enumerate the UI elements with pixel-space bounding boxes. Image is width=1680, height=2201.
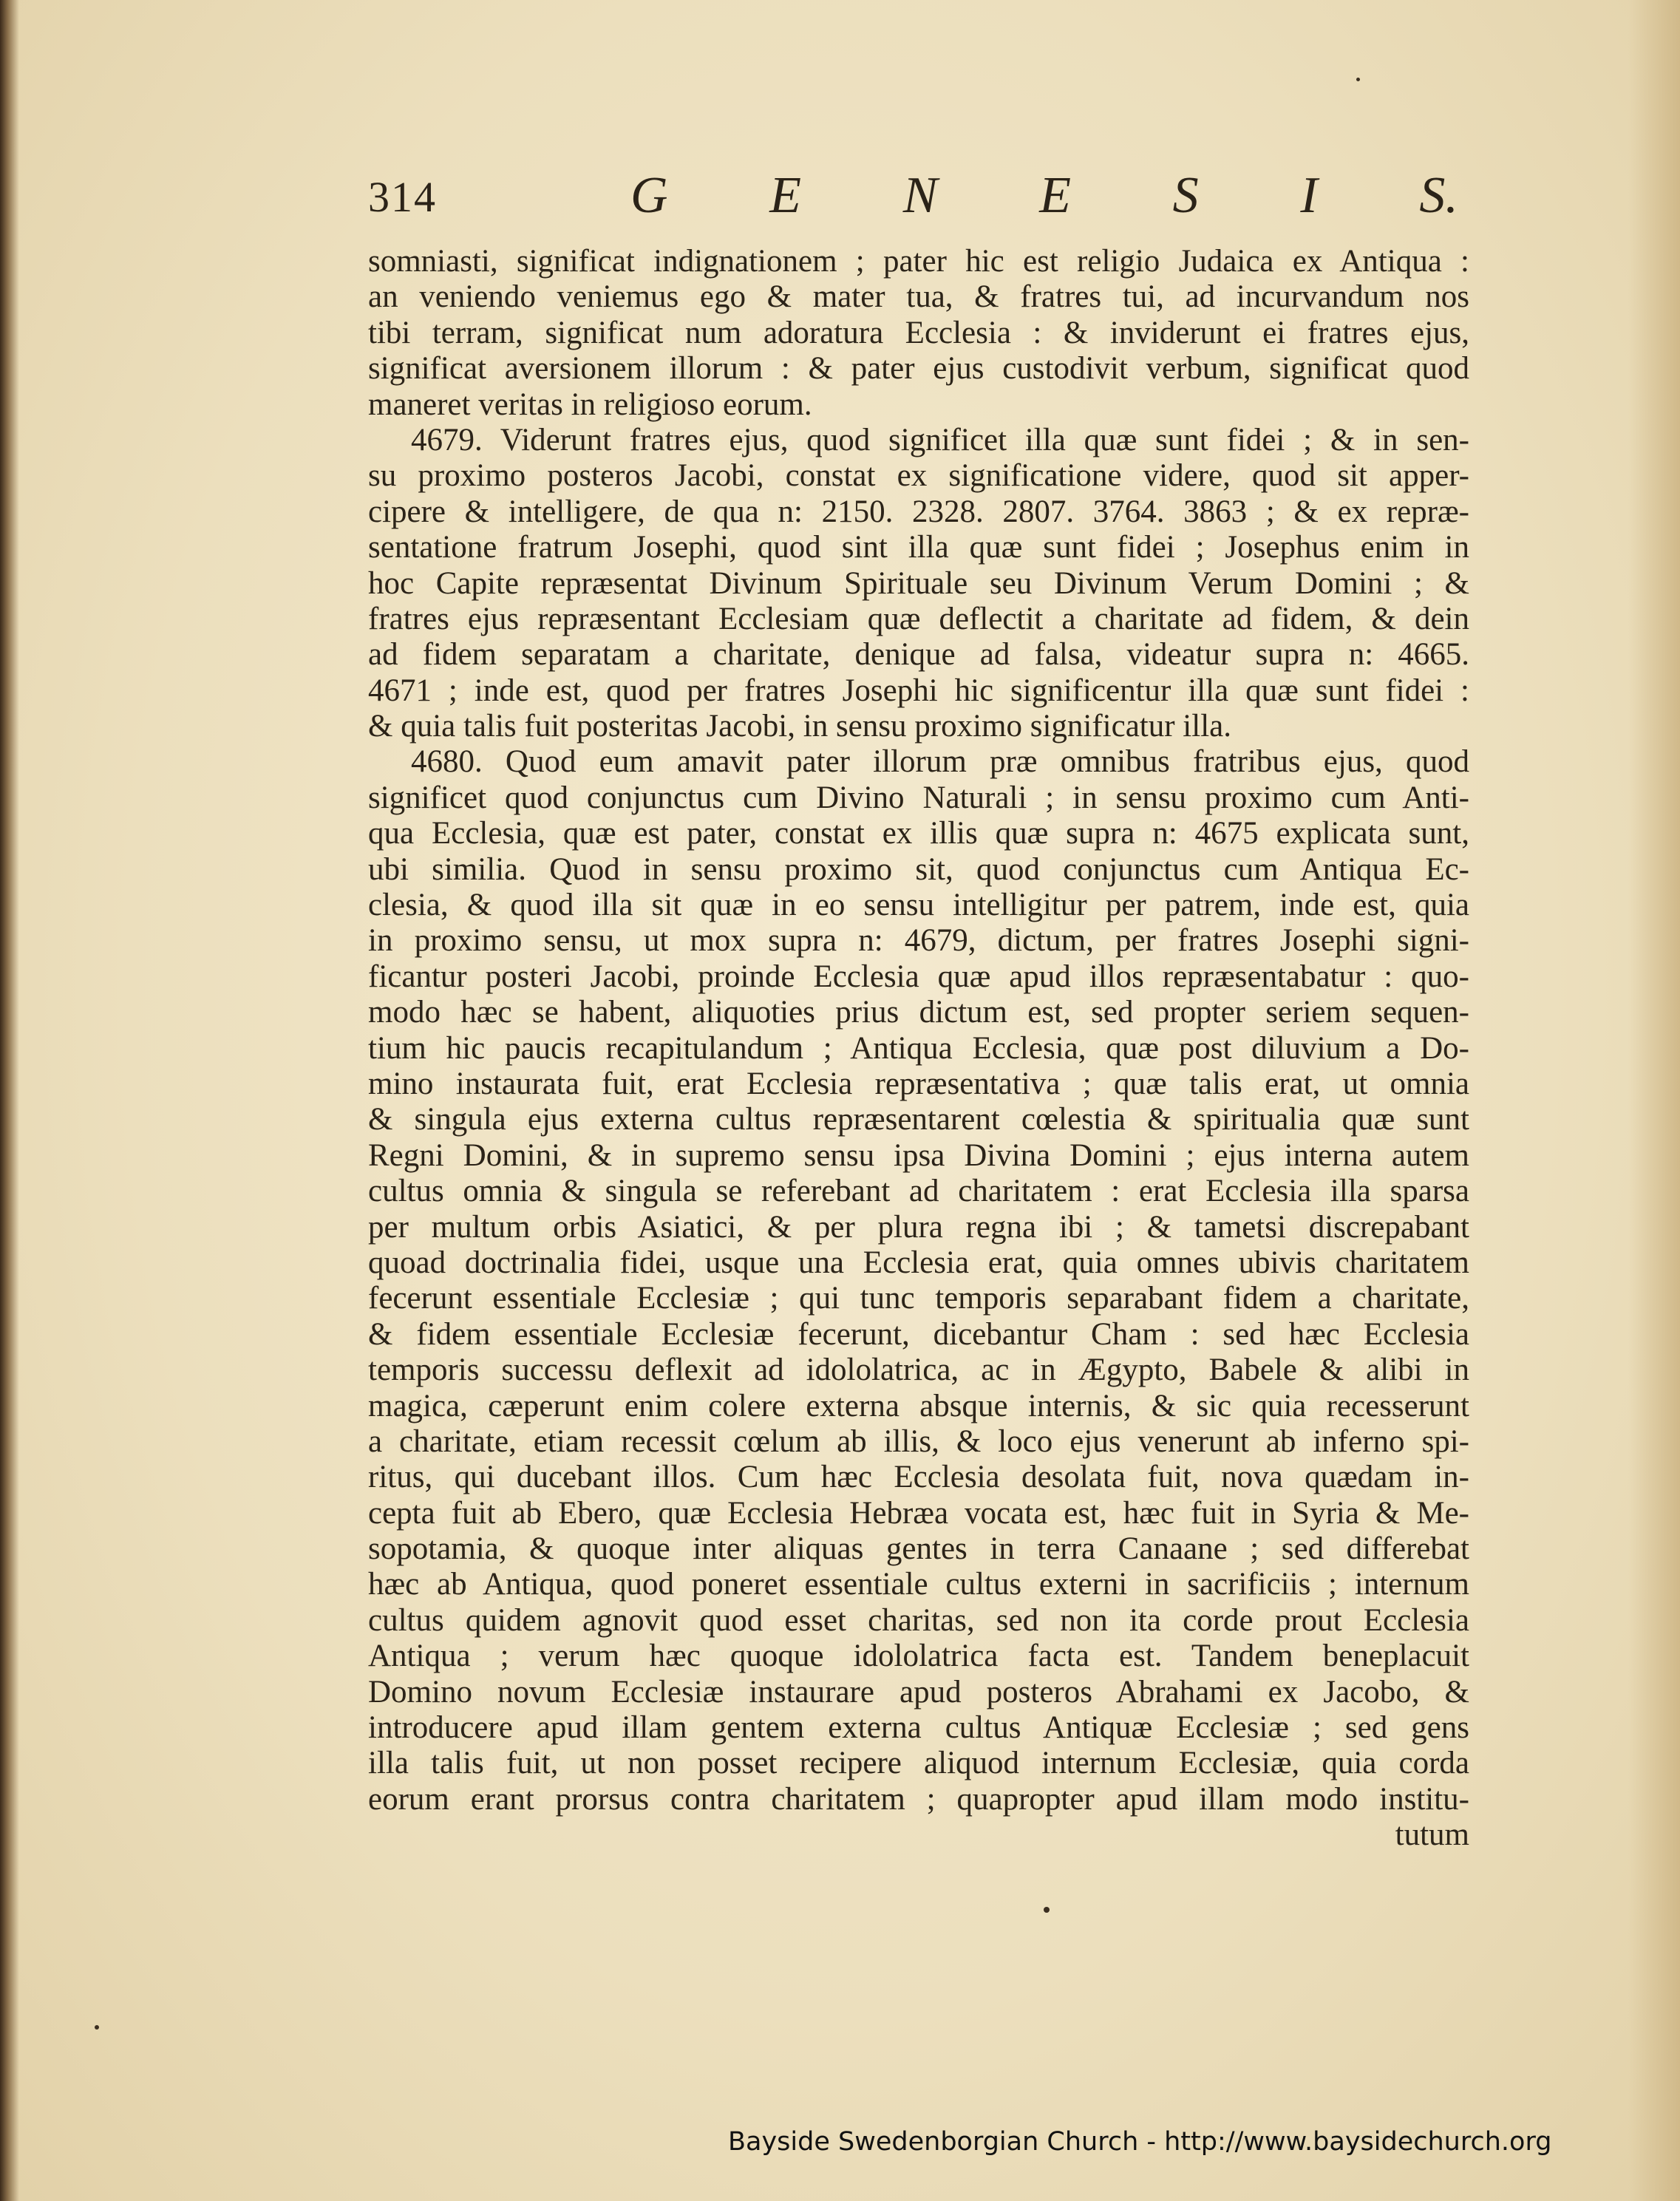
text-line: fratres ejus repræsentant Ecclesiam quæ deflectit a charitate ad fidem, & dein	[368, 601, 1469, 636]
text-line: tium hic paucis recapitulandum ; Antiqua Ecclesia, quæ post diluvium a Do-	[368, 1030, 1469, 1066]
text-line: ficantur posteri Jacobi, proinde Ecclesia quæ apud illos repræsentabatur : quo-	[368, 959, 1469, 994]
text-line: temporis successu deflexit ad idololatrica, ac in Ægypto, Babele & alibi in	[368, 1353, 1469, 1388]
text-line: su proximo posteros Jacobi, constat ex significatione videre, quod sit apper-	[368, 458, 1469, 494]
text-line: an veniendo veniemus ego & mater tua, & fratres tui, ad incurvandum nos	[368, 279, 1469, 315]
page-number: 314	[368, 173, 437, 221]
text-line: ad fidem separatam a charitate, denique ad falsa, videatur supra n: 4665.	[368, 637, 1469, 673]
page-title	[630, 166, 1458, 225]
text-line: significet quod conjunctus cum Divino Naturali ; in sensu proximo cum Anti-	[368, 780, 1469, 815]
catchword: tutum	[1395, 1817, 1469, 1853]
title-letter: I	[1300, 167, 1318, 224]
text-line: significat aversionem illorum : & pater ejus custodivit verbum, significat quod	[368, 351, 1469, 387]
text-line: & singula ejus externa cultus repræsentarent cœlestia & spiritualia quæ sunt	[368, 1102, 1469, 1137]
title-letter: S.	[1419, 167, 1458, 224]
title-letter: G	[630, 167, 668, 224]
text-line: hoc Capite repræsentat Divinum Spirituale seu Divinum Verum Domini ; &	[368, 565, 1469, 601]
text-line: Domino novum Ecclesiæ instaurare apud posteros Abrahami ex Jacobo, &	[368, 1674, 1469, 1710]
paragraph-start-line: 4680. Quod eum amavit pater illorum præ omnibus fratribus ejus, quod	[411, 744, 1469, 780]
text-line: illa talis fuit, ut non posset recipere aliquod internum Ecclesiæ, quia corda	[368, 1746, 1469, 1781]
text-line: sentatione fratrum Josephi, quod sint illa quæ sunt fidei ; Josephus enim in	[368, 530, 1469, 565]
text-line: clesia, & quod illa sit quæ in eo sensu intelligitur per patrem, inde est, quia	[368, 888, 1469, 923]
ink-speck	[1044, 1907, 1050, 1913]
text-line: ritus, qui ducebant illos. Cum hæc Ecclesia desolata fuit, nova quædam in-	[368, 1460, 1469, 1495]
text-line: magica, cæperunt enim colere externa absque internis, & sic quia recesserunt	[368, 1388, 1469, 1423]
text-line: sopotamia, & quoque inter aliquas gentes in terra Canaane ; sed differebat	[368, 1531, 1469, 1567]
text-line: maneret veritas in religioso eorum.	[368, 387, 812, 422]
title-letter: S	[1172, 167, 1199, 224]
text-line: mino instaurata fuit, erat Ecclesia repræsentativa ; quæ talis erat, ut omnia	[368, 1066, 1469, 1101]
text-line: qua Ecclesia, quæ est pater, constat ex illis quæ supra n: 4675 explicata sunt,	[368, 816, 1469, 851]
text-line: Antiqua ; verum hæc quoque idololatrica facta est. Tandem beneplacuit	[368, 1639, 1469, 1674]
ink-speck	[95, 2025, 99, 2030]
text-line: per multum orbis Asiatici, & per plura regna ibi ; & tametsi discrepabant	[368, 1209, 1469, 1245]
text-line: tibi terram, significat num adoratura Ecclesia : & inviderunt ei fratres ejus,	[368, 315, 1469, 350]
text-line: hæc ab Antiqua, quod poneret essentiale cultus externi in sacrificiis ; internum	[368, 1567, 1469, 1602]
text-line: introducere apud illam gentem externa cultus Antiquæ Ecclesiæ ; sed gens	[368, 1710, 1469, 1746]
text-line: eorum erant prorsus contra charitatem ; quapropter apud illam modo institu-	[368, 1781, 1469, 1817]
paragraph-start-line: 4679. Viderunt fratres ejus, quod significet illa quæ sunt fidei ; & in sen-	[411, 422, 1469, 457]
text-line: & fidem essentiale Ecclesiæ fecerunt, dicebantur Cham : sed hæc Ecclesia	[368, 1316, 1469, 1352]
text-line: cultus omnia & singula se referebant ad charitatem : erat Ecclesia illa sparsa	[368, 1174, 1469, 1209]
body-text	[368, 244, 1469, 1854]
ink-speck	[1356, 78, 1360, 81]
text-line: cepta fuit ab Ebero, quæ Ecclesia Hebræa vocata est, hæc fuit in Syria & Me-	[368, 1495, 1469, 1531]
text-line: quoad doctrinalia fidei, usque una Ecclesia erat, quia omnes ubivis charitatem	[368, 1245, 1469, 1280]
text-line: cultus quidem agnovit quod esset charitas, sed non ita corde prout Ecclesia	[368, 1602, 1469, 1638]
text-line: modo hæc se habent, aliquoties prius dictum est, sed propter seriem sequen-	[368, 995, 1469, 1030]
text-line: Regni Domini, & in supremo sensu ipsa Divina Domini ; ejus interna autem	[368, 1137, 1469, 1173]
text-line: somniasti, significat indignationem ; pater hic est religio Judaica ex Antiqua :	[368, 244, 1469, 279]
footer-credit: Bayside Swedenborgian Church - http://www.baysidechurch.org	[728, 2127, 1552, 2157]
text-line: fecerunt essentiale Ecclesiæ ; qui tunc temporis separabant fidem a charitate,	[368, 1281, 1469, 1316]
text-line: ubi similia. Quod in sensu proximo sit, quod conjunctus cum Antiqua Ec-	[368, 851, 1469, 887]
text-line: in proximo sensu, ut mox supra n: 4679, dictum, per fratres Josephi signi-	[368, 923, 1469, 959]
title-letter: N	[902, 167, 938, 224]
text-line: 4671 ; inde est, quod per fratres Josephi hic significentur illa quæ sunt fidei :	[368, 673, 1469, 708]
running-head	[368, 159, 1469, 225]
text-line: a charitate, etiam recessit cœlum ab illis, & loco ejus venerunt ab inferno spi-	[368, 1423, 1469, 1459]
title-letter: E	[769, 167, 802, 224]
text-line: & quia talis fuit posteritas Jacobi, in sensu proximo significatur illa.	[368, 709, 1231, 744]
title-letter: E	[1039, 167, 1071, 224]
text-line: cipere & intelligere, de qua n: 2150. 2328. 2807. 3764. 3863 ; & ex repræ-	[368, 494, 1469, 529]
